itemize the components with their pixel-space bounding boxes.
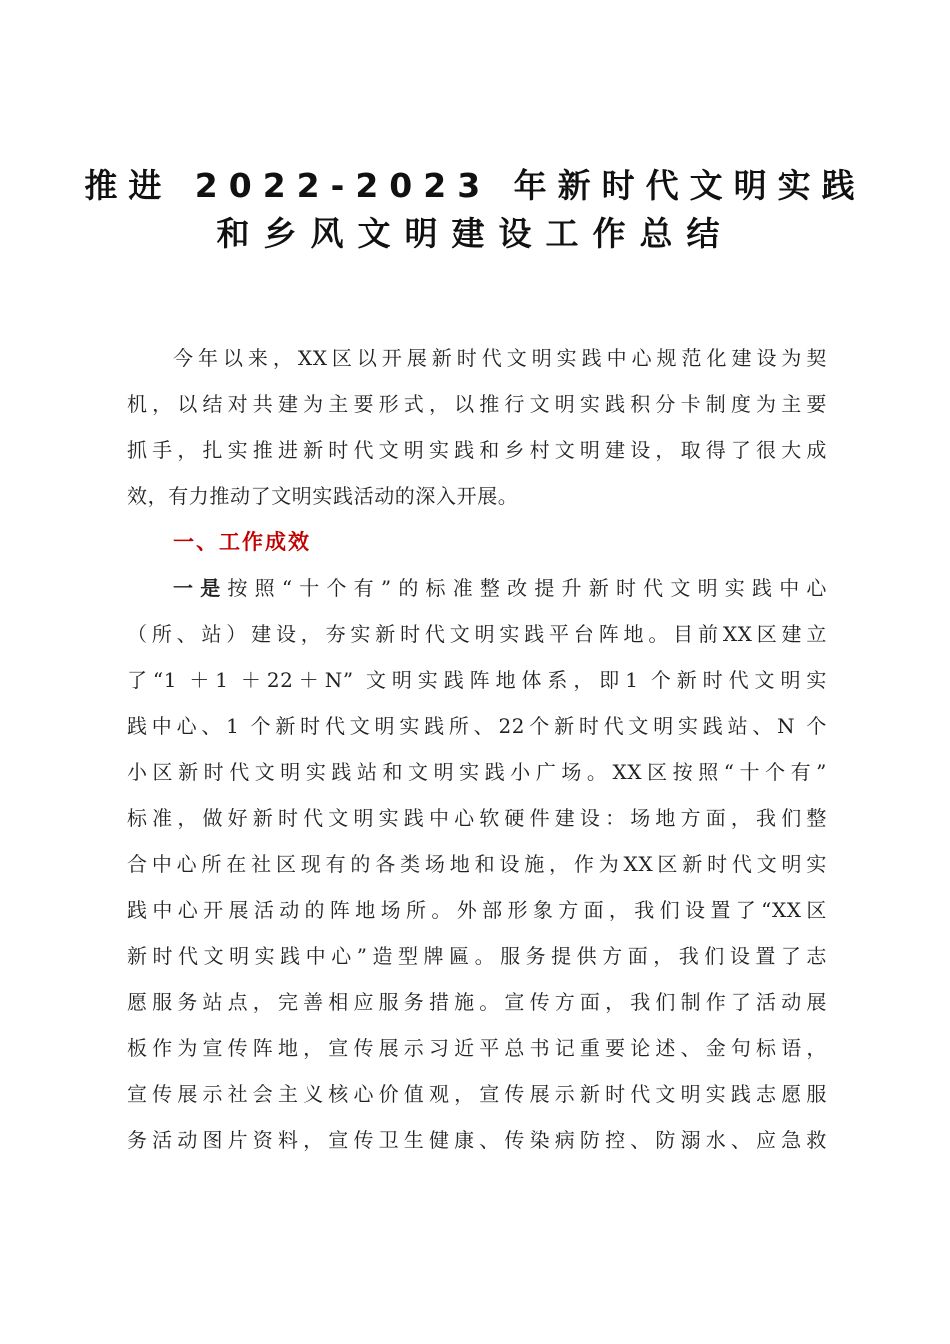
paragraph-line: 了“1 ＋1 ＋22＋N” 文明实践阵地体系，即1 个新时代文明实 [127, 668, 827, 692]
intro-line: 今年以来，XX区以开展新时代文明实践中心规范化建设为契 [173, 346, 827, 370]
paragraph-line: 践中心、1 个新时代文明实践所、22个新时代文明实践站、N 个 [127, 714, 827, 738]
intro-line: 机，以结对共建为主要形式，以推行文明实践积分卡制度为主要 [127, 392, 827, 416]
document-title-line-1: 推进 2022-2023 年新时代文明实践 [84, 166, 866, 205]
paragraph-line: 务活动图片资料，宣传卫生健康、传染病防控、防溺水、应急救 [127, 1128, 827, 1152]
paragraph-line: 新时代文明实践中心”造型牌匾。服务提供方面，我们设置了志 [127, 944, 827, 968]
paragraph-line: 标准，做好新时代文明实践中心软硬件建设：场地方面，我们整 [127, 806, 827, 830]
paragraph-line: 宣传展示社会主义核心价值观，宣传展示新时代文明实践志愿服 [127, 1082, 827, 1106]
document-body [127, 335, 827, 1163]
intro-line: 效，有力推动了文明实践活动的深入开展。 [127, 484, 519, 508]
section-heading: 一、工作成效 [173, 530, 311, 554]
paragraph-line: 合中心所在社区现有的各类场地和设施，作为XX区新时代文明实 [127, 852, 827, 876]
paragraph-lead: 一是 [173, 576, 228, 600]
intro-line: 抓手，扎实推进新时代文明实践和乡村文明建设，取得了很大成 [127, 438, 827, 462]
paragraph-line: 板作为宣传阵地，宣传展示习近平总书记重要论述、金句标语， [127, 1036, 827, 1060]
paragraph-line: （所、站）建设，夯实新时代文明实践平台阵地。目前XX区建立 [127, 622, 827, 646]
paragraph-line: 愿服务站点，完善相应服务措施。宣传方面，我们制作了活动展 [127, 990, 827, 1014]
paragraph-text: 按照“十个有”的标准整改提升新时代文明实践中心 [227, 576, 828, 600]
paragraph-line: 践中心开展活动的阵地场所。外部形象方面，我们设置了“XX区 [127, 898, 827, 922]
document-title-line-2: 和乡风文明建设工作总结 [216, 214, 734, 253]
paragraph-line: 小区新时代文明实践站和文明实践小广场。XX区按照“十个有” [127, 760, 827, 784]
paragraph-line [127, 565, 827, 611]
